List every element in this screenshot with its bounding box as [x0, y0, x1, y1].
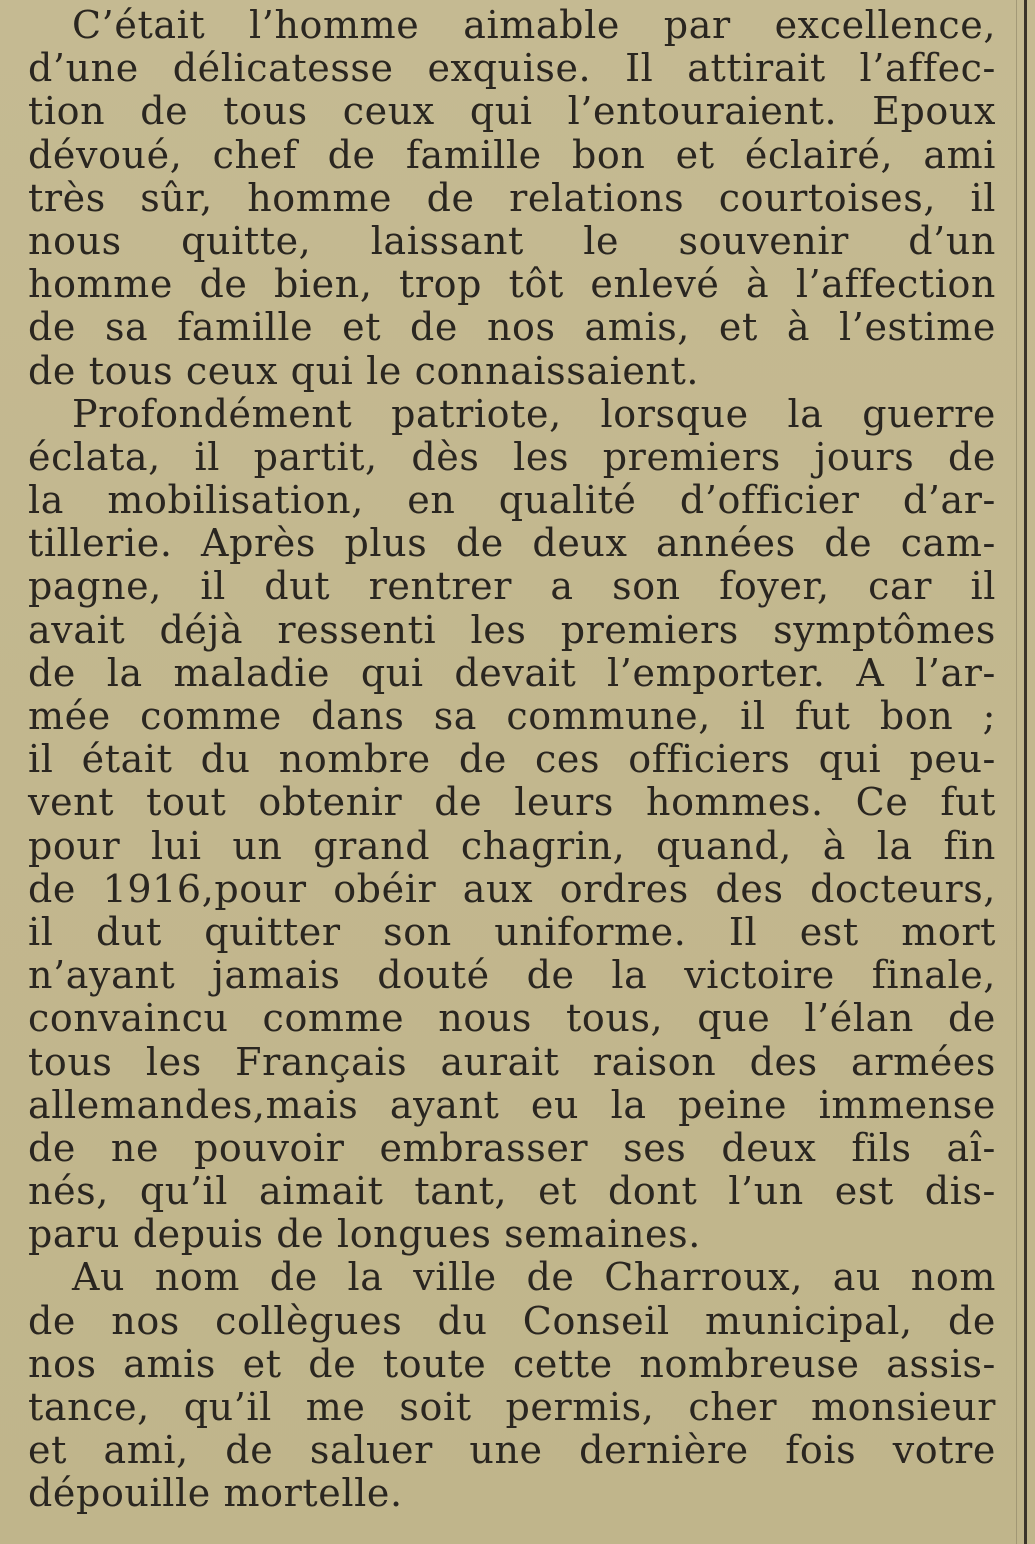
text-line: dépouille mortelle.: [28, 1471, 403, 1516]
text-line: de la maladie qui devait l’emporter. A l’ar-: [28, 650, 996, 695]
text-line: tillerie. Après plus de deux années de cam-: [28, 521, 996, 566]
text-line: de ne pouvoir embrasser ses deux fils aî-: [28, 1125, 996, 1170]
text-line: vent tout obtenir de leurs hommes. Ce fut: [28, 780, 996, 825]
text-line: tance, qu’il me soit permis, cher monsieur: [28, 1385, 996, 1429]
text-line: Au nom de la ville de Charroux, au nom: [72, 1255, 996, 1300]
text-line: n’ayant jamais douté de la victoire finale,: [28, 953, 996, 998]
text-line: d’une délicatesse exquise. Il attirait l’affec-: [28, 46, 996, 91]
text-line: il était du nombre de ces officiers qui peu-: [28, 737, 996, 782]
text-line: de nos collègues du Conseil municipal, de: [28, 1298, 996, 1343]
text-line: convaincu comme nous tous, que l’élan de: [28, 996, 996, 1041]
text-line: tous les Français aurait raison des armées: [28, 1039, 996, 1084]
text-line: pagne, il dut rentrer a son foyer, car il: [28, 564, 996, 609]
text-line: Profondément patriote, lorsque la guerre: [72, 391, 996, 436]
text-line: et ami, de saluer une dernière fois votre: [28, 1428, 996, 1473]
text-line: nos amis et de toute cette nombreuse assis-: [28, 1341, 996, 1386]
text-line: de sa famille et de nos amis, et à l’estime: [28, 305, 996, 350]
text-line: pour lui un grand chagrin, quand, à la fin: [28, 823, 996, 868]
column-rule-inner: [1016, 0, 1017, 1544]
text-line: la mobilisation, en qualité d’officier d’ar-: [28, 478, 996, 523]
article-column: [28, 4, 996, 1516]
text-line: nous quitte, laissant le souvenir d’un: [28, 218, 996, 263]
text-line: C’était l’homme aimable par excellence,: [72, 3, 996, 47]
text-line: dévoué, chef de famille bon et éclairé, ami: [28, 132, 996, 177]
text-line: nés, qu’il aimait tant, et dont l’un est dis-: [28, 1169, 996, 1214]
text-line: de 1916,pour obéir aux ordres des docteurs,: [28, 866, 996, 911]
text-line: tion de tous ceux qui l’entouraient. Epoux: [28, 89, 996, 134]
column-rule: [1024, 0, 1027, 1544]
text-line: il dut quitter son uniforme. Il est mort: [28, 909, 996, 954]
text-line: éclata, il partit, dès les premiers jours de: [28, 434, 996, 479]
text-line: homme de bien, trop tôt enlevé à l’affection: [28, 262, 996, 307]
text-line: très sûr, homme de relations courtoises, il: [28, 175, 996, 220]
text-line: avait déjà ressenti les premiers symptômes: [28, 607, 996, 652]
text-line: de tous ceux qui le connaissaient.: [28, 348, 700, 393]
text-line: mée comme dans sa commune, il fut bon ;: [28, 694, 996, 738]
text-line: allemandes,mais ayant eu la peine immense: [28, 1082, 996, 1127]
text-line: paru depuis de longues semaines.: [28, 1212, 701, 1257]
